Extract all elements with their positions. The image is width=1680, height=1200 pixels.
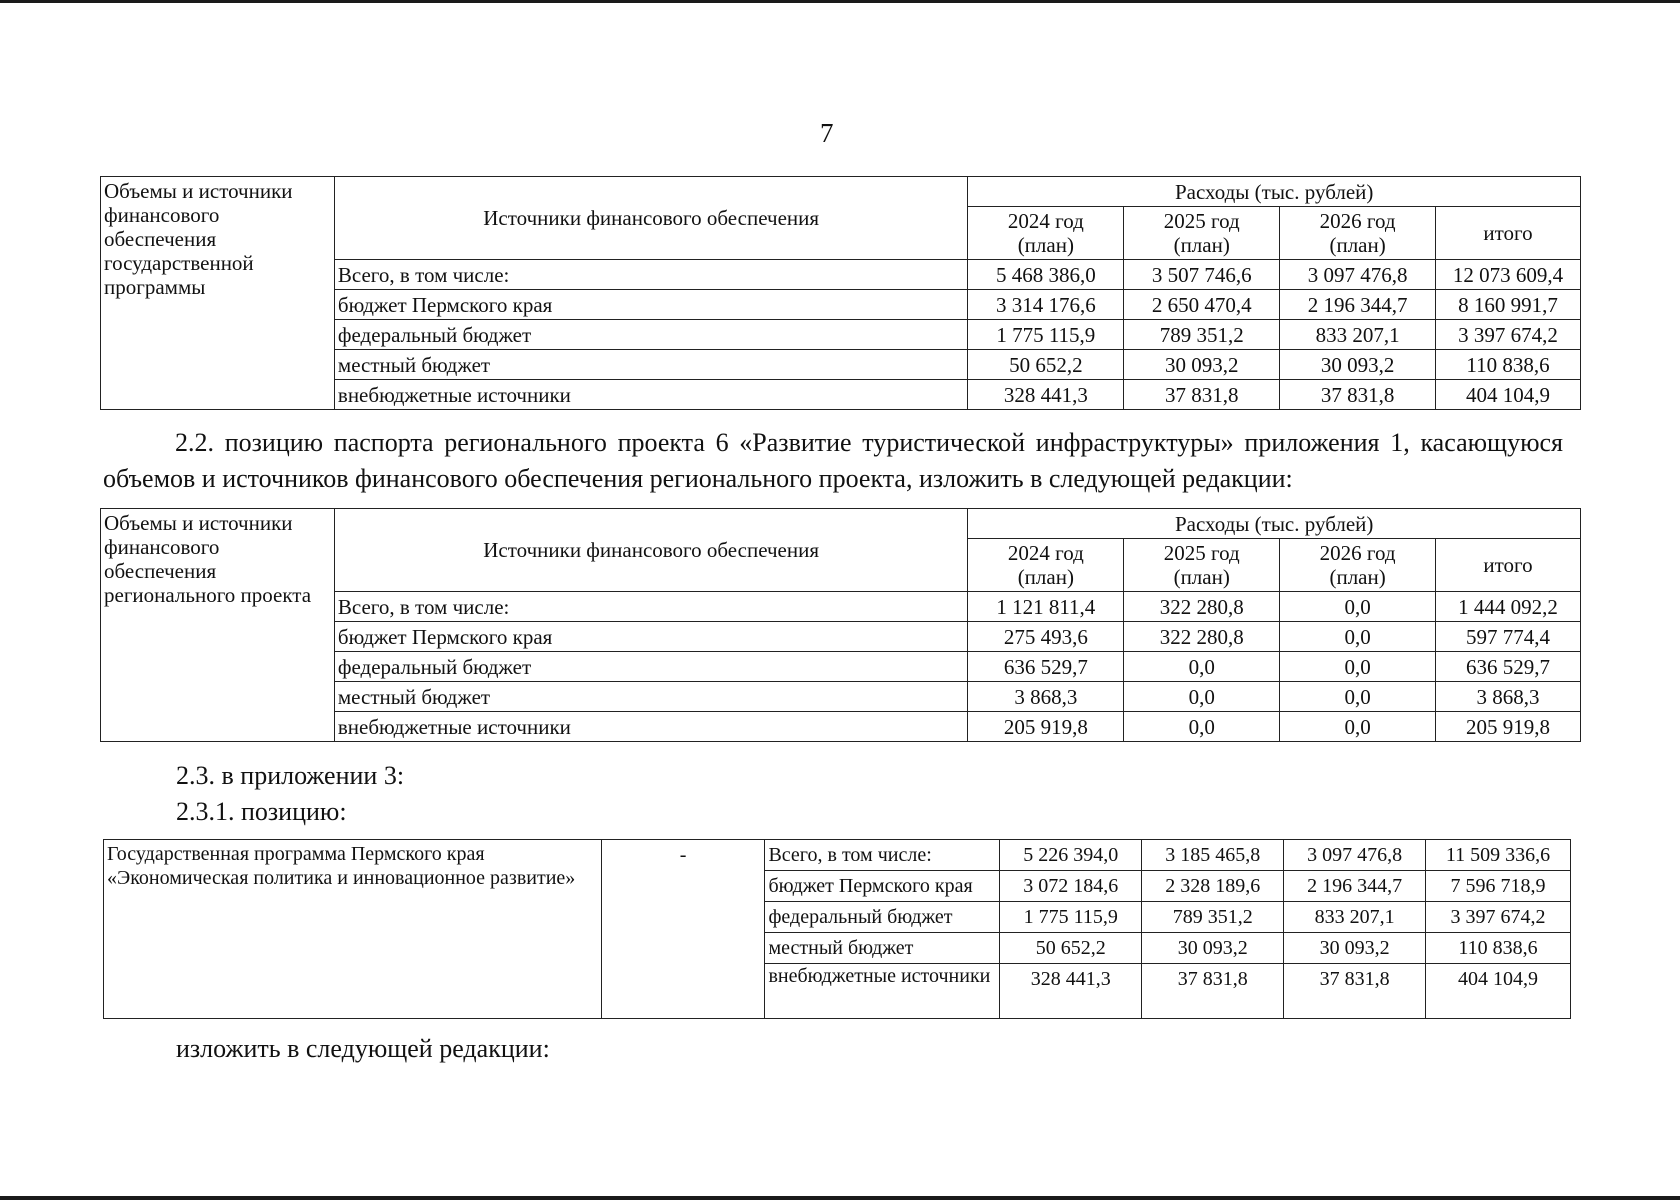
value-cell: 833 207,1 <box>1284 902 1426 933</box>
value-cell: 0,0 <box>1280 652 1436 682</box>
value-cell: 30 093,2 <box>1280 350 1436 380</box>
value-cell: 30 093,2 <box>1124 350 1280 380</box>
value-cell: 50 652,2 <box>968 350 1124 380</box>
value-cell: 0,0 <box>1124 712 1280 742</box>
value-cell: 0,0 <box>1280 682 1436 712</box>
value-cell: 3 185 465,8 <box>1142 840 1284 871</box>
source-cell: бюджет Пермского края <box>334 290 967 320</box>
value-cell: 30 093,2 <box>1142 933 1284 964</box>
value-cell: 30 093,2 <box>1284 933 1426 964</box>
source-cell: бюджет Пермского края <box>334 622 967 652</box>
value-cell: 1 444 092,2 <box>1436 592 1581 622</box>
table-row-label: Объемы и источники финансового обеспечения государственной программы <box>101 177 335 410</box>
total-header: итого <box>1436 539 1581 592</box>
source-cell: внебюджетные источники <box>334 712 967 742</box>
value-cell: 11 509 336,6 <box>1426 840 1571 871</box>
value-cell: 3 072 184,6 <box>1000 871 1142 902</box>
source-cell: внебюджетные источники <box>765 964 1000 1019</box>
total-header: итого <box>1436 207 1581 260</box>
financing-table-regional-project <box>100 508 1581 742</box>
value-cell: 3 097 476,8 <box>1284 840 1426 871</box>
value-cell: 37 831,8 <box>1284 964 1426 1019</box>
source-cell: Всего, в том числе: <box>334 592 967 622</box>
value-cell: 833 207,1 <box>1280 320 1436 350</box>
value-cell: 1 775 115,9 <box>1000 902 1142 933</box>
value-cell: 1 775 115,9 <box>968 320 1124 350</box>
value-cell: 3 507 746,6 <box>1124 260 1280 290</box>
value-cell: 50 652,2 <box>1000 933 1142 964</box>
value-cell: 205 919,8 <box>1436 712 1581 742</box>
value-cell: 789 351,2 <box>1142 902 1284 933</box>
value-cell: 404 104,9 <box>1426 964 1571 1019</box>
source-cell: федеральный бюджет <box>334 320 967 350</box>
sources-header: Источники финансового обеспечения <box>334 509 967 592</box>
scan-edge-bottom <box>0 1196 1680 1200</box>
value-cell: 322 280,8 <box>1124 622 1280 652</box>
value-cell: 5 468 386,0 <box>968 260 1124 290</box>
source-cell: местный бюджет <box>334 350 967 380</box>
heading-2-3: 2.3. в приложении 3: <box>176 761 405 790</box>
scan-edge-top <box>0 0 1680 3</box>
sources-header: Источники финансового обеспечения <box>334 177 967 260</box>
value-cell: 110 838,6 <box>1426 933 1571 964</box>
value-cell: 110 838,6 <box>1436 350 1581 380</box>
value-cell: 3 868,3 <box>1436 682 1581 712</box>
value-cell: 7 596 718,9 <box>1426 871 1571 902</box>
table-row <box>104 840 1571 871</box>
value-cell: 328 441,3 <box>968 380 1124 410</box>
closing-text: изложить в следующей редакции: <box>176 1034 550 1063</box>
value-cell: 789 351,2 <box>1124 320 1280 350</box>
value-cell: 3 868,3 <box>968 682 1124 712</box>
table-row-label: Объемы и источники финансового обеспечения регионального проекта <box>101 509 335 742</box>
paragraph-2-2: 2.2. позицию паспорта регионального проекта 6 «Развитие туристической инфраструктуры» приложения 1, касающуюся объемов и источников финансового обеспечения регионального проекта, изложить в следующей редакции: <box>103 428 1563 493</box>
value-cell: 3 397 674,2 <box>1426 902 1571 933</box>
value-cell: 37 831,8 <box>1142 964 1284 1019</box>
value-cell: 0,0 <box>1124 682 1280 712</box>
value-cell: 404 104,9 <box>1436 380 1581 410</box>
value-cell: 1 121 811,4 <box>968 592 1124 622</box>
source-cell: местный бюджет <box>765 933 1000 964</box>
value-cell: 2 196 344,7 <box>1280 290 1436 320</box>
table-header-row <box>101 509 1581 539</box>
value-cell: 0,0 <box>1280 622 1436 652</box>
value-cell: 2 328 189,6 <box>1142 871 1284 902</box>
value-cell: 597 774,4 <box>1436 622 1581 652</box>
value-cell: 5 226 394,0 <box>1000 840 1142 871</box>
program-name-cell: Государственная программа Пермского края «Экономическая политика и инновационное развитие» <box>104 840 602 1019</box>
year-header: 2026 год (план) <box>1280 539 1436 592</box>
year-header: 2024 год (план) <box>968 539 1124 592</box>
value-cell: 0,0 <box>1124 652 1280 682</box>
year-header: 2026 год (план) <box>1280 207 1436 260</box>
value-cell: 0,0 <box>1280 592 1436 622</box>
value-cell: 636 529,7 <box>968 652 1124 682</box>
value-cell: 0,0 <box>1280 712 1436 742</box>
value-cell: 328 441,3 <box>1000 964 1142 1019</box>
source-cell: федеральный бюджет <box>334 652 967 682</box>
expenses-header: Расходы (тыс. рублей) <box>968 509 1581 539</box>
value-cell: 37 831,8 <box>1124 380 1280 410</box>
value-cell: 2 196 344,7 <box>1284 871 1426 902</box>
source-cell: Всего, в том числе: <box>765 840 1000 871</box>
value-cell: 275 493,6 <box>968 622 1124 652</box>
financing-table-state-program <box>100 176 1581 410</box>
dash-cell: - <box>601 840 765 1019</box>
value-cell: 205 919,8 <box>968 712 1124 742</box>
value-cell: 37 831,8 <box>1280 380 1436 410</box>
year-header: 2024 год (план) <box>968 207 1124 260</box>
value-cell: 12 073 609,4 <box>1436 260 1581 290</box>
year-header: 2025 год (план) <box>1124 207 1280 260</box>
value-cell: 2 650 470,4 <box>1124 290 1280 320</box>
value-cell: 3 397 674,2 <box>1436 320 1581 350</box>
value-cell: 322 280,8 <box>1124 592 1280 622</box>
value-cell: 8 160 991,7 <box>1436 290 1581 320</box>
value-cell: 636 529,7 <box>1436 652 1581 682</box>
value-cell: 3 314 176,6 <box>968 290 1124 320</box>
source-cell: Всего, в том числе: <box>334 260 967 290</box>
page-number: 7 <box>820 118 834 148</box>
source-cell: местный бюджет <box>334 682 967 712</box>
table-header-row <box>101 177 1581 207</box>
source-cell: бюджет Пермского края <box>765 871 1000 902</box>
value-cell: 3 097 476,8 <box>1280 260 1436 290</box>
source-cell: федеральный бюджет <box>765 902 1000 933</box>
source-cell: внебюджетные источники <box>334 380 967 410</box>
program-position-table <box>103 839 1571 1019</box>
year-header: 2025 год (план) <box>1124 539 1280 592</box>
expenses-header: Расходы (тыс. рублей) <box>968 177 1581 207</box>
heading-2-3-1: 2.3.1. позицию: <box>176 797 347 826</box>
